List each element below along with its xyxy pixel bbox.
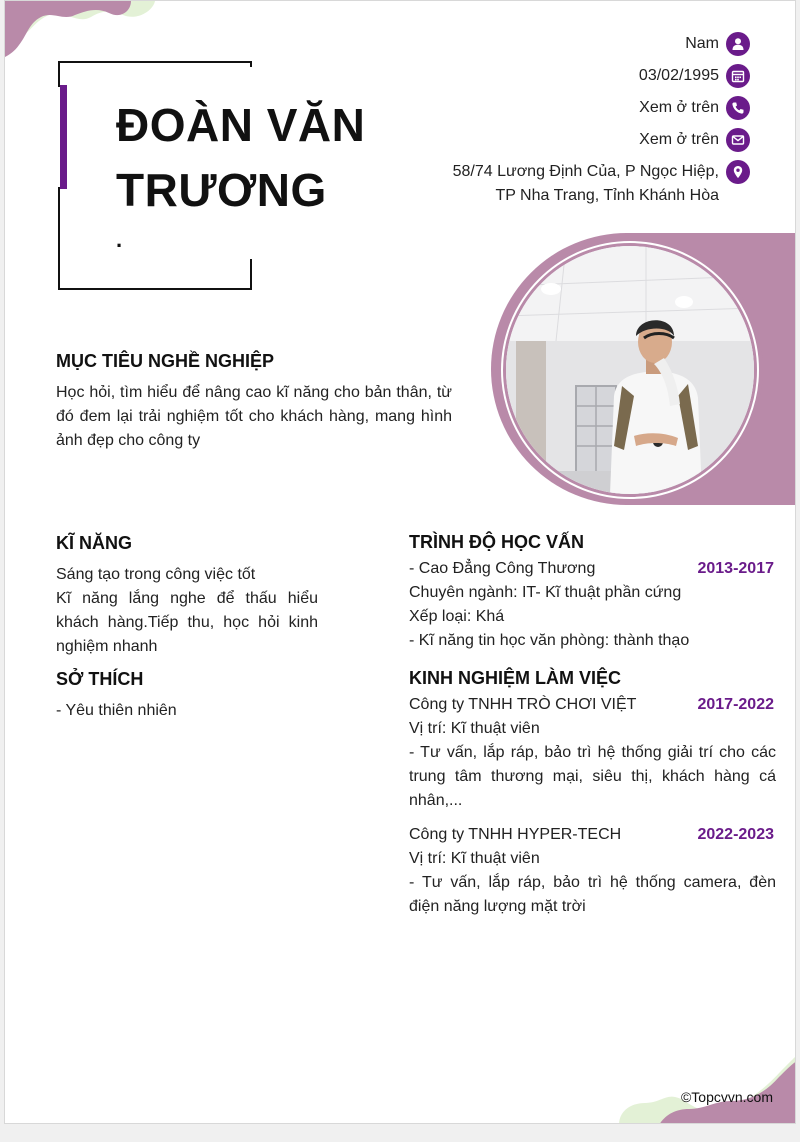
experience-heading: KINH NGHIỆM LÀM VIỆC	[409, 668, 622, 688]
cv-page	[4, 0, 796, 1124]
address-line1: 58/74 Lương Định Của, P Ngọc Hiệp,	[452, 163, 719, 180]
name-frame-right-line	[250, 61, 252, 67]
education-major: Chuyên ngành: IT- Kĩ thuật phần cứng	[409, 584, 682, 601]
job-years: 2022-2023	[697, 826, 774, 843]
job-position: Vị trí: Kĩ thuật viên	[409, 850, 540, 867]
gender-text: Nam	[685, 35, 719, 52]
name-frame-bottom-line	[58, 288, 252, 290]
job-description: - Tư vấn, lắp ráp, bảo trì hệ thống giải trí cho các trung tâm thương mại, siêu thị, khách hàng cá nhân,...	[409, 744, 776, 809]
calendar-icon	[726, 64, 750, 88]
job-company: Công ty TNHH HYPER-TECH	[409, 826, 622, 843]
objective-text: Học hỏi, tìm hiểu để nâng cao kĩ năng cho bản thân, từ đó đem lại trải nghiệm tốt cho khách hàng, mang hình ảnh đẹp cho công ty	[56, 384, 452, 449]
user-icon	[726, 32, 750, 56]
skills-line2: Kĩ năng lắng nghe để thấu hiểu khách hàng.Tiếp thu, học hỏi kinh nghiệm nhanh	[56, 590, 318, 655]
name-accent-bar	[60, 85, 67, 189]
candidate-name	[116, 93, 416, 223]
name-frame-left-line	[58, 61, 60, 87]
hobbies-heading: SỞ THÍCH	[56, 669, 144, 689]
name-dot: .	[116, 227, 123, 252]
job-position: Vị trí: Kĩ thuật viên	[409, 720, 540, 737]
job-company: Công ty TNHH TRÒ CHƠI VIỆT	[409, 696, 637, 713]
envelope-icon	[726, 128, 750, 152]
phone-icon	[726, 96, 750, 120]
education-extra: - Kĩ năng tin học văn phòng: thành thạo	[409, 632, 690, 649]
objective-heading: MỤC TIÊU NGHỀ NGHIỆP	[56, 351, 275, 371]
address-line2: TP Nha Trang, Tỉnh Khánh Hòa	[495, 187, 719, 204]
candidate-name-line2: TRƯƠNG	[116, 164, 327, 216]
address-text	[453, 160, 719, 208]
hobbies-line1: - Yêu thiên nhiên	[56, 702, 177, 719]
skills-line1: Sáng tạo trong công việc tốt	[56, 566, 256, 583]
skills-heading: KĨ NĂNG	[56, 533, 132, 553]
education-grade: Xếp loại: Khá	[409, 608, 505, 625]
name-frame-left-line-lower	[58, 187, 60, 290]
name-frame-top-line	[58, 61, 252, 63]
name-frame-right-line-lower	[250, 259, 252, 290]
job-years: 2017-2022	[697, 696, 774, 713]
profile-photo	[506, 246, 754, 494]
email-text: Xem ở trên	[639, 131, 719, 148]
job-description: - Tư vấn, lắp ráp, bảo trì hệ thống camera, đèn điện năng lượng mặt trời	[409, 874, 776, 915]
location-pin-icon	[726, 160, 750, 184]
copyright-link[interactable]: ©Topcvvn.com	[680, 1089, 773, 1105]
birthdate-text: 03/02/1995	[638, 67, 719, 84]
candidate-name-line1: ĐOÀN VĂN	[116, 99, 366, 151]
education-heading: TRÌNH ĐỘ HỌC VẤN	[409, 532, 584, 552]
education-school: - Cao Đẳng Công Thương	[409, 560, 596, 577]
top-left-blob-decoration	[5, 1, 175, 61]
phone-text: Xem ở trên	[639, 99, 719, 116]
education-years: 2013-2017	[697, 560, 774, 577]
